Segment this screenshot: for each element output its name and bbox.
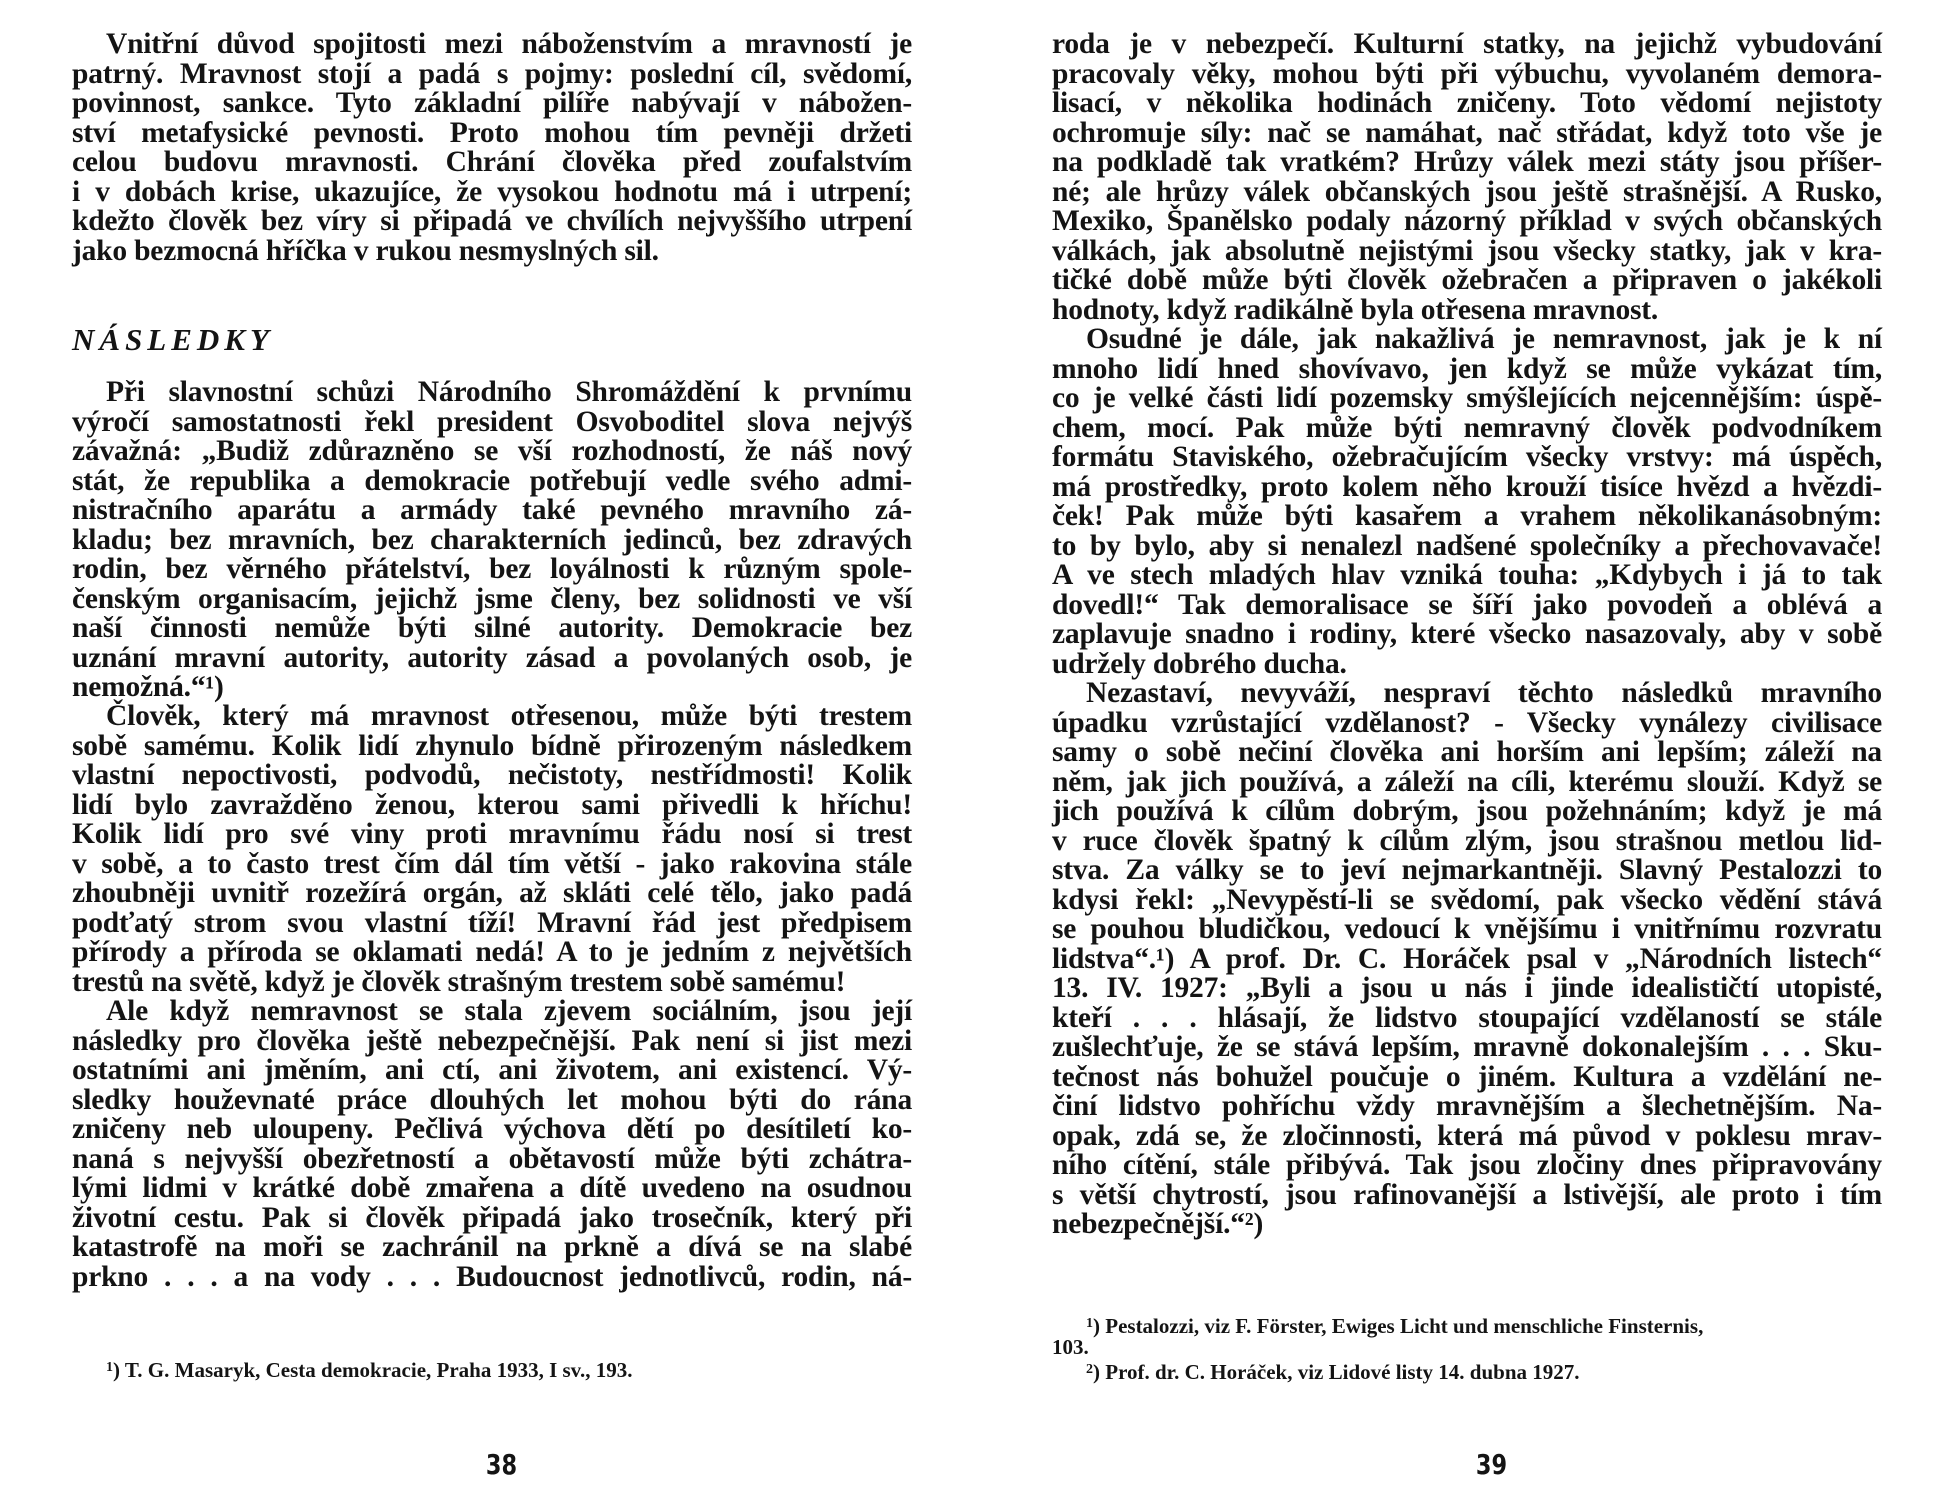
text-line: ního cítění, stále přibývá. Tak jsou zločiny dnes připravovány [1052,1149,1882,1181]
text-line: s větší chytrostí, jsou rafinovanější a lstivější, ale proto i tím [1052,1178,1882,1211]
footnote-marker: 1 [106,1360,113,1375]
text-line: výročí samostatnosti řekl president Osvoboditel slova nejvýš [72,405,912,438]
text-line: ství metafysické pevnosti. Proto mohou tím pevněji držeti [72,116,912,149]
footnote-text: ) T. G. Masaryk, Cesta demokracie, Praha 1933, I sv., 193. [113,1358,633,1382]
text-line: opak, zdá se, že zločinnosti, která má původ v poklesu mrav- [1052,1119,1882,1152]
text-line: kladu; bez mravních, bez charakterních jedinců, bez zdravých [72,523,912,556]
text-line: válkách, jak absolutně nejistými jsou všecky statky, jak v kra- [1052,234,1882,267]
paragraph [72,30,912,266]
footnote [106,1356,633,1382]
text-line: vlastní nepoctivosti, podvodů, nečistoty, nestřídmosti! Kolik [72,759,912,791]
text-line: Mexiko, Španělsko podaly názorný příklad v svých občanských [1052,205,1882,237]
footnote [1086,1312,1703,1338]
text-line: sledky houževnaté práce dlouhých let mohou býti do rána [72,1083,912,1116]
text-line: lidstva“.¹) A prof. Dr. C. Horáček psal v „Národních listech“ [1052,942,1882,975]
paragraph [1052,30,1882,325]
text-line: Ale když nemravnost se stala zjevem sociálním, jsou její [106,995,912,1027]
text-line: celou budovu mravnosti. Chrání člověka před zoufalstvím [72,146,912,178]
text-line: samy o sobě nečiní člověka ani horším ani lepším; záleží na [1052,736,1882,768]
text-line: rodin, bez věrného přátelství, bez loyálnosti k různým spole- [72,553,912,585]
text-line: stát, že republika a demokracie potřebují vedle svého admi- [72,464,912,497]
text-line: kdežto člověk bez víry si připadá ve chvílích nejvyššího utrpení [72,205,912,237]
paragraph [72,378,912,703]
text-line: ostatními ani jměním, ani ctí, ani životem, ani existencí. Vý- [72,1054,912,1086]
text-line: Kolik lidí pro své viny proti mravnímu řádu nosí si trest [72,818,912,850]
text-line: kteří . . . hlásají, že lidstvo stoupající vzdělaností se stále [1052,1001,1882,1034]
text-line: činí lidstvo pohříchu vždy mravnějším a šlechetnějším. Na- [1052,1090,1882,1122]
text-line: následky pro člověka ještě nebezpečnější. Pak není si jist mezi [72,1024,912,1057]
text-line: formátu Staviského, ožebračujícím všecky vrstvy: má úspěch, [1052,441,1882,473]
text-line: v ruce člověk špatný k cílům zlým, jsou strašnou metlou lid- [1052,824,1882,857]
text-line: úpadku vzrůstající vzdělanost? - Všecky vynálezy civilisace [1052,706,1882,739]
text-line: má prostředky, proto kolem něho krouží tisíce hvězd a hvězdi- [1052,470,1882,503]
section-heading: NÁSLEDKY [72,322,274,357]
paragraph [1052,679,1882,1240]
footnote-marker: 2 [1086,1362,1093,1377]
text-line: né; ale hrůzy válek občanských jsou ještě strašnější. A Rusko, [1052,175,1882,208]
text-line: kdysi řekl: „Nevypěstí-li se svědomí, pak všecko vědění stává [1052,883,1882,916]
text-line: katastrofě na moři se zachránil na prkně a dívá se na slabé [72,1231,912,1263]
text-line: stva. Za války se to jeví nejmarkantněji. Slavný Pestalozzi to [1052,854,1882,886]
text-line: tečnost nás bohužel poučuje o jiném. Kultura a vzdělání ne- [1052,1060,1882,1093]
text-line: ček! Pak může býti kasařem a vrahem několikanásobným: [1052,500,1882,532]
text-line: nebezpečnější.“²) [1052,1208,1264,1240]
text-line: lisací, v několika hodinách zničeny. Toto vědomí nejistoty [1052,87,1882,119]
paragraph [1052,325,1882,679]
text-line: pracovaly věky, mohou býti při výbuchu, vyvolaném demora- [1052,57,1882,90]
text-line: co je velké části lidí pozemsky smýšlejících nejcennějším: úspě- [1052,382,1882,414]
text-line: mnoho lidí hned shovívavo, jen když se může vykázat tím, [1052,352,1882,385]
right-page [1052,0,1882,1500]
text-line: zušlechťuje, že se stává lepším, mravně dokonalejším . . . Sku- [1052,1031,1882,1063]
text-line: na podkladě tak vratkém? Hrůzy válek mezi státy jsou příšer- [1052,146,1882,178]
text-line: něm, jak jich používá, a záleží na cíli, kterému slouží. Když se [1052,765,1882,798]
text-line: 13. IV. 1927: „Byli a jsou u nás i jinde idealističtí utopisté, [1052,972,1882,1004]
text-line: to by bylo, aby si nenalezl nadšené společníky a přechovavače! [1052,529,1882,562]
text-line: nemožná.“¹) [72,671,224,703]
text-line: uznání mravní autority, autority zásad a povolaných osob, je [72,641,912,674]
text-line: nistračního aparátu a armády také pevného mravního zá- [72,494,912,526]
text-line: i v dobách krise, ukazujíce, že vysokou hodnotu má i utrpení; [72,175,912,208]
text-line: Osudné je dále, jak nakažlivá je nemravnost, jak je k ní [1086,323,1882,355]
text-line: zhoubněji uvnitř rozežírá orgán, až skláti celé tělo, jako padá [72,877,912,909]
text-line: lidí bylo zavražděno ženou, kterou sami přivedli k hříchu! [72,788,912,821]
footnote-continuation: 103. [1052,1335,1089,1359]
left-page [72,0,912,1500]
text-line: podťatý strom svou vlastní tíží! Mravní řád jest předpisem [72,906,912,939]
text-line: Vnitřní důvod spojitosti mezi náboženstvím a mravností je [106,28,912,60]
paragraph [72,997,912,1292]
paragraph [72,702,912,997]
footnote-text: ) Pestalozzi, viz F. Förster, Ewiges Licht und menschliche Finsternis, [1093,1314,1704,1338]
text-line: trestů na světě, když je člověk strašným trestem sobě samému! [72,965,846,998]
text-line: zaplavuje snadno i rodiny, které všecko nasazovaly, aby v sobě [1052,618,1882,650]
page-number: 39 [1475,1448,1508,1481]
text-line: ochromuje síly: nač se namáhat, nač střádat, když toto vše je [1052,116,1882,149]
text-line: zničeny neb uloupeny. Pečlivá výchova dětí po desítiletí ko- [72,1113,912,1145]
text-line: Člověk, který má mravnost otřesenou, může býti trestem [106,700,912,732]
page-number: 38 [485,1448,518,1481]
text-line: chem, mocí. Pak může býti nemravný člověk podvodníkem [1052,411,1882,444]
text-line: A ve stech mladých hlav vzniká touha: „Kdybych i já to tak [1052,559,1882,591]
text-line: se pouhou bludičkou, vedoucí k vnějšímu i vnitřnímu rozvratu [1052,913,1882,945]
footnote-text: ) Prof. dr. C. Horáček, viz Lidové listy 14. dubna 1927. [1093,1360,1580,1384]
text-line: udržely dobrého ducha. [1052,647,1347,680]
text-line: v sobě, a to často trest čím dál tím větší - jako rakovina stále [72,847,912,880]
text-line: naší činnosti nemůže býti silné autority. Demokracie bez [72,612,912,644]
text-line: dovedl!“ Tak demoralisace se šíří jako povodeň a oblévá a [1052,588,1882,621]
footnote-marker: 1 [1086,1316,1093,1331]
text-line: jako bezmocná hříčka v rukou nesmyslných sil. [72,234,659,267]
text-line: lými lidmi v krátké době zmařena a dítě uvedeno na osudnou [72,1172,912,1204]
text-line: čenským organisacím, jejichž jsme členy, bez solidnosti ve vší [72,582,912,615]
text-line: Při slavnostní schůzi Národního Shromáždění k prvnímu [106,376,912,408]
text-line: Nezastaví, nevyváží, nespraví těchto následků mravního [1086,677,1882,709]
text-line: tičké době může býti člověk ožebračen a připraven o jakékoli [1052,264,1882,296]
text-line: povinnost, sankce. Tyto základní pilíře nabývají v nábožen- [72,87,912,119]
text-line: přírody a příroda se oklamati nedá! A to je jedním z největších [72,936,912,968]
text-line: jich používá k cílům dobrým, jsou požehnáním; když je má [1052,795,1882,827]
text-line: životní cestu. Pak si člověk připadá jako trosečník, který při [72,1201,912,1234]
text-line: prkno . . . a na vody . . . Budoucnost jednotlivců, rodin, ná- [72,1260,912,1293]
text-line: roda je v nebezpečí. Kulturní statky, na jejichž vybudování [1052,28,1882,60]
text-line: patrný. Mravnost stojí a padá s pojmy: poslední cíl, svědomí, [72,57,912,90]
text-line: hodnoty, když radikálně byla otřesena mravnost. [1052,293,1659,326]
footnote [1086,1358,1580,1384]
text-line: naná s nejvyšší obezřetností a obětavostí může býti zchátra- [72,1142,912,1175]
text-line: závažná: „Budiž zdůrazněno se vší rozhodností, že náš nový [72,435,912,467]
text-line: sobě samému. Kolik lidí zhynulo bídně přirozeným následkem [72,729,912,762]
